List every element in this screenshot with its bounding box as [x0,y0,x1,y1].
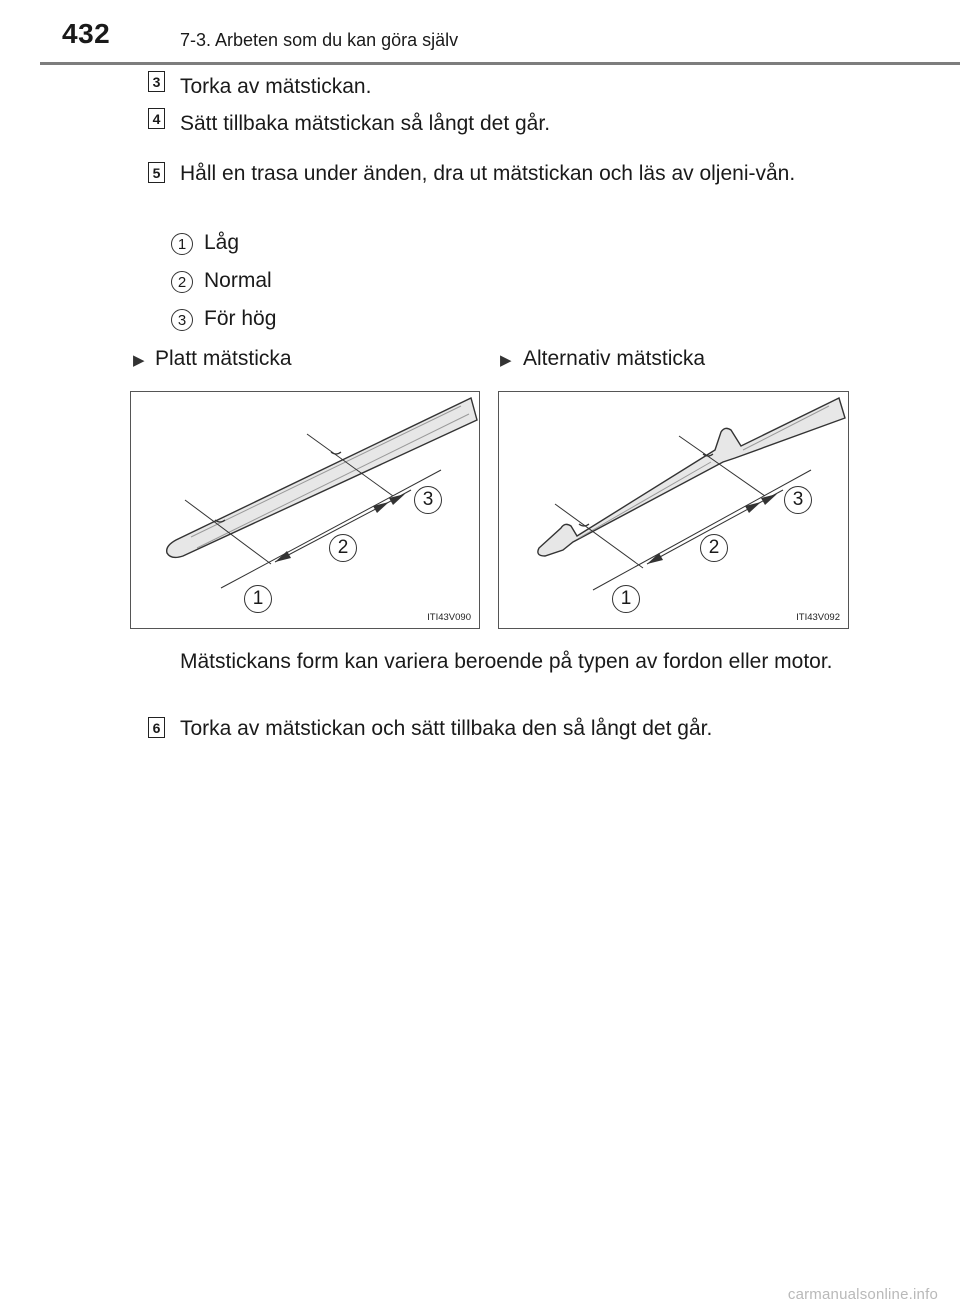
step-number-4: 4 [148,108,165,129]
note-text: Mätstickans form kan variera beroende på typen av fordon eller motor. [180,650,833,673]
section-title: 7-3. Arbeten som du kan göra själv [180,30,459,50]
level-number-1: 1 [171,233,193,255]
step-number-3: 3 [148,71,165,92]
figure-alternative-dipstick [498,391,849,629]
callout-1: 1 [244,585,272,613]
figure-flat-dipstick [130,391,480,629]
triangle-bullet-icon: ▶ [500,352,512,369]
callout-3: 3 [784,486,812,514]
level-label-high: För hög [204,307,277,330]
figure-code: ITI43V092 [796,612,840,623]
triangle-bullet-icon: ▶ [133,352,145,369]
level-label-normal: Normal [204,269,272,292]
header-rule [40,62,960,65]
callout-1: 1 [612,585,640,613]
level-number-3: 3 [171,309,193,331]
step-text-6: Torka av mätstickan och sätt tillbaka den så långt det går. [180,717,713,740]
step-number-6: 6 [148,717,165,738]
figure-heading-flat: Platt mätsticka [155,347,292,370]
step-text-5: Håll en trasa under änden, dra ut mätstickan och läs av oljeni-vån. [180,162,796,185]
figure-heading-alternative: Alternativ mätsticka [523,347,706,370]
page-number: 432 [62,18,111,49]
figure-code: ITI43V090 [427,612,471,623]
level-label-low: Låg [204,231,240,254]
callout-2: 2 [700,534,728,562]
level-number-2: 2 [171,271,193,293]
callout-3: 3 [414,486,442,514]
step-text-4: Sätt tillbaka mätstickan så långt det går. [180,112,551,135]
step-text-3: Torka av mätstickan. [180,75,372,98]
step-number-5: 5 [148,162,165,183]
callout-2: 2 [329,534,357,562]
watermark: carmanualsonline.info [787,1286,938,1303]
